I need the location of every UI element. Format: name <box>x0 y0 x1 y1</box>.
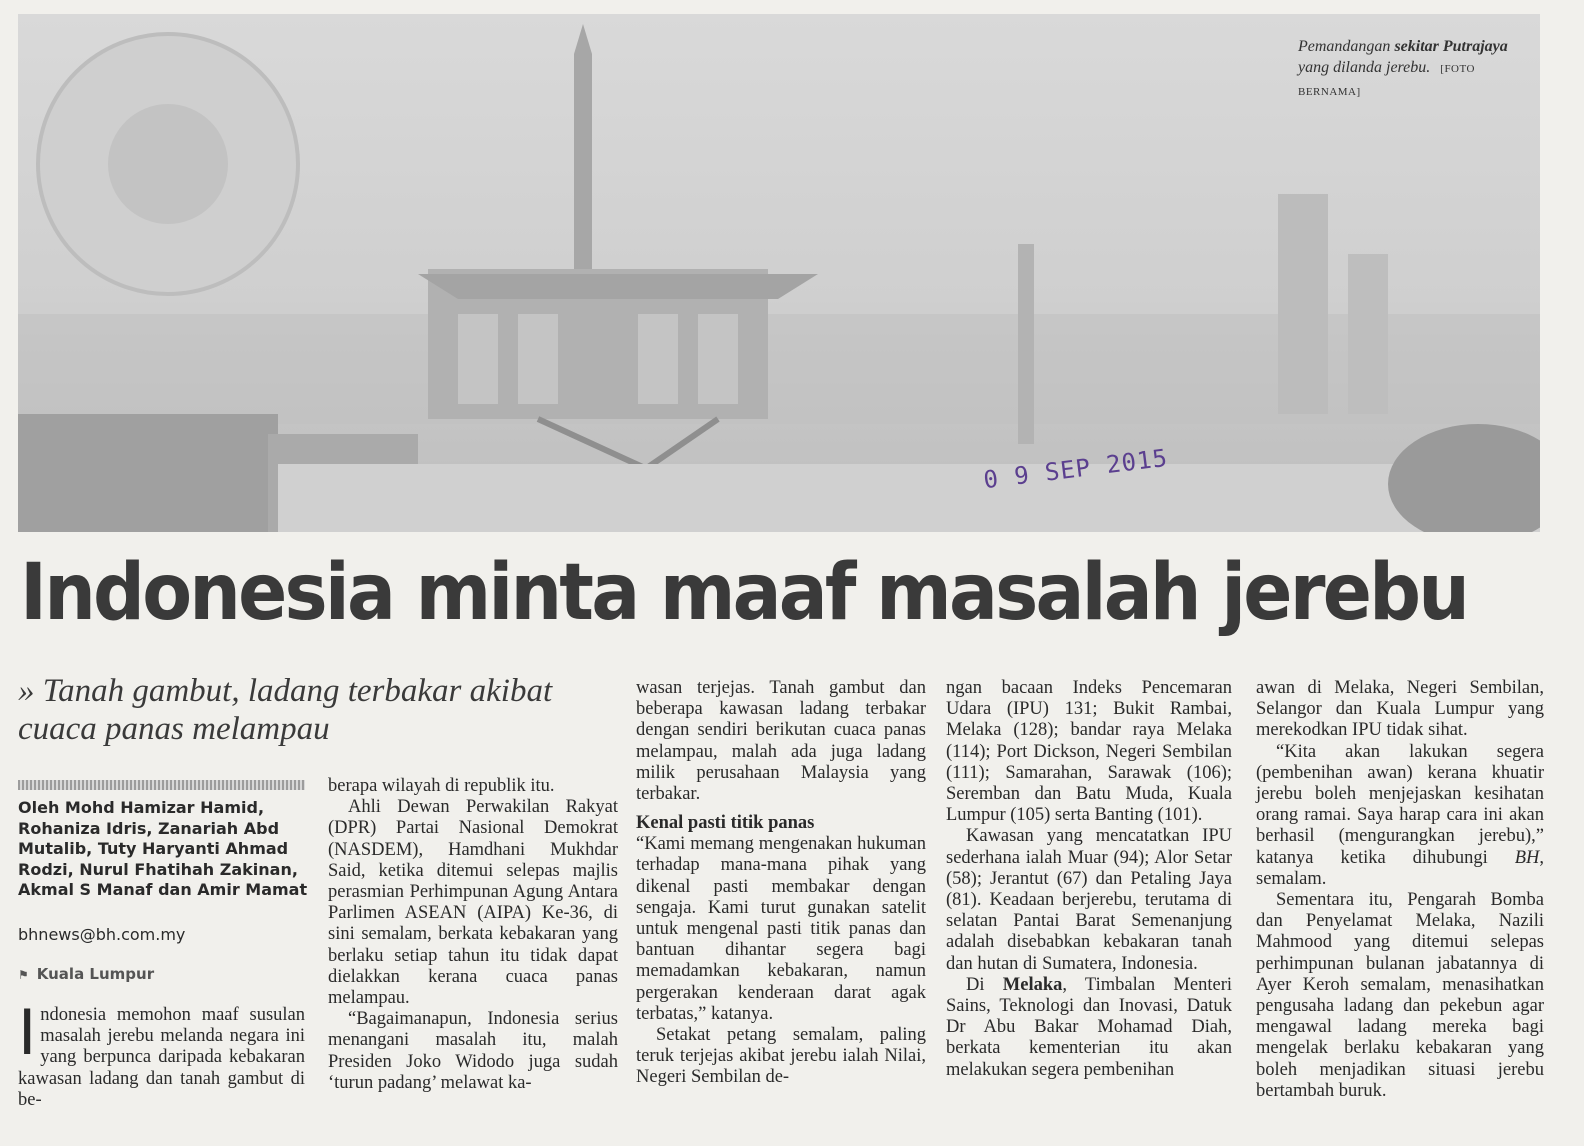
article-column-3 <box>636 678 926 1089</box>
paragraph: Kawasan yang mencatatkan IPU sederhana ialah Muar (94); Alor Setar (58); Jerantut (67) dan Petaling Jaya (81). Keadaan berjerebu, terutama di selatan Pantai Barat Semenanjung adalah disebabkan kebakaran tanah dan hutan di Sumatera, Indonesia. <box>946 826 1232 974</box>
paragraph: “Bagaimanapun, Indonesia serius menangani masalah itu, malah Presiden Joko Widodo juga sudah ‘turun padang’ melawat ka- <box>328 1009 618 1093</box>
paragraph <box>1256 742 1544 890</box>
author-email: bhnews@bh.com.my <box>18 925 186 944</box>
photo-caption <box>1298 36 1528 103</box>
paragraph: berapa wilayah di republik itu. <box>328 776 555 796</box>
flag-icon: ⚑ <box>18 968 29 982</box>
article-column-2 <box>328 776 618 1094</box>
paragraph: awan di Melaka, Negeri Sembilan, Selangor dan Kuala Lumpur yang merekodkan IPU tidak sihat. <box>1256 678 1544 741</box>
section-subheading: Kenal pasti titik panas <box>636 813 815 834</box>
subheadline: » Tanah gambut, ladang terbakar akibat cuaca panas melampau <box>18 673 553 747</box>
paragraph-text: , semalam. <box>1256 847 1544 889</box>
drop-cap: I <box>18 996 37 1069</box>
paragraph-text: ndonesia memohon maaf susulan masalah jerebu melanda negara ini yang berpunca daripada kebakaran kawasan ladang dan tanah gambut di be- <box>18 1005 305 1110</box>
paragraph <box>946 975 1232 1081</box>
paragraph-text: , Timbalan Menteri Sains, Teknologi dan Inovasi, Datuk Dr Abu Bakar Mohamad Diah, berkata kementerian itu akan melakukan segera pembenihan <box>946 974 1232 1080</box>
byline: Oleh Mohd Hamizar Hamid, Rohaniza Idris, Zanariah Abd Mutalib, Tuty Haryanti Ahmad Rodzi, Nurul Fhatihah Zakinan, Akmal S Manaf dan Amir Mamat <box>18 798 308 899</box>
article-column-4 <box>946 678 1232 1081</box>
date-stamp: 0 9 SEP 2015 <box>981 443 1170 495</box>
paragraph: ngan bacaan Indeks Pencemaran Udara (IPU) 131; Bukit Rambai, Melaka (128); bandar raya Melaka (114); Port Dickson, Negeri Sembilan (111); Samarahan, Sarawak (106); Seremban dan Batu Muda, Kuala Lumpur (105) serta Banting (101). <box>946 678 1232 826</box>
caption-location: sekitar Putrajaya <box>1394 38 1508 55</box>
headline: Indonesia minta maaf masalah jerebu <box>20 548 1468 638</box>
hazy-putrajaya-photo <box>18 14 1540 532</box>
caption-text: yang dilanda jerebu. <box>1298 59 1431 76</box>
article-column-5 <box>1256 678 1544 1102</box>
byline-divider <box>18 780 305 790</box>
publication-name: BH <box>1514 847 1540 868</box>
bold-place: Melaka <box>1002 974 1063 995</box>
paragraph: Ahli Dewan Perwakilan Rakyat (DPR) Partai Nasional Demokrat (NASDEM), Hamdhani Mukhdar Said, ketika ditemui selepas majlis perasmian Perhimpunan Agung Antara Parlimen ASEAN (AIPA) Ke-36, di sini semalam, berkata kebakaran yang berlaku setiap tahun itu tidak dapat dielakkan kerana cuaca panas melampau. <box>328 797 618 1009</box>
paragraph-text: Di <box>966 974 1003 995</box>
paragraph: “Kami memang mengenakan hukuman terhadap mana-mana pihak yang dikenal pasti membakar dengan sengaja. Kami turut gunakan satelit untuk mengenal pasti titik panas dan bantuan dihantar segera bagi memadamkan kebakaran, namun pergerakan kenderaan darat agak terbatas,” katanya. <box>636 834 926 1024</box>
dateline <box>18 965 154 983</box>
caption-lead: Pemandangan <box>1298 38 1395 55</box>
paragraph-text: “Kita akan lakukan segera (pembenihan awan) kerana khuatir jerebu boleh menjejaskan kesihatan orang ramai. Saya harap cara ini akan berhasil (mengurangkan jerebu),” katanya ketika dihubungi <box>1256 741 1544 868</box>
dateline-city: Kuala Lumpur <box>36 965 155 983</box>
paragraph: Setakat petang semalam, paling teruk terjejas akibat jerebu ialah Nilai, Negeri Sembilan de- <box>636 1025 926 1088</box>
photo-credit: [FOTO BERNAMA] <box>1298 63 1475 98</box>
paragraph: wasan terjejas. Tanah gambut dan beberapa kawasan ladang terbakar dengan sendiri berikutan cuaca panas melampau, malah ada juga ladang milik perusahaan Malaysia yang terbakar. <box>636 678 926 805</box>
paragraph <box>18 996 305 1111</box>
paragraph: Sementara itu, Pengarah Bomba dan Penyelamat Melaka, Nazili Mahmood yang ditemui selepas perhimpunan bulanan jabatannya di Ayer Keroh semalam, menasihatkan pengusaha ladang dan pekebun agar mengawal ladang mereka bagi mengelak berlaku kebakaran yang boleh menjadikan situasi jerebu bertambah buruk. <box>1256 890 1544 1101</box>
article-column-1 <box>18 996 305 1111</box>
